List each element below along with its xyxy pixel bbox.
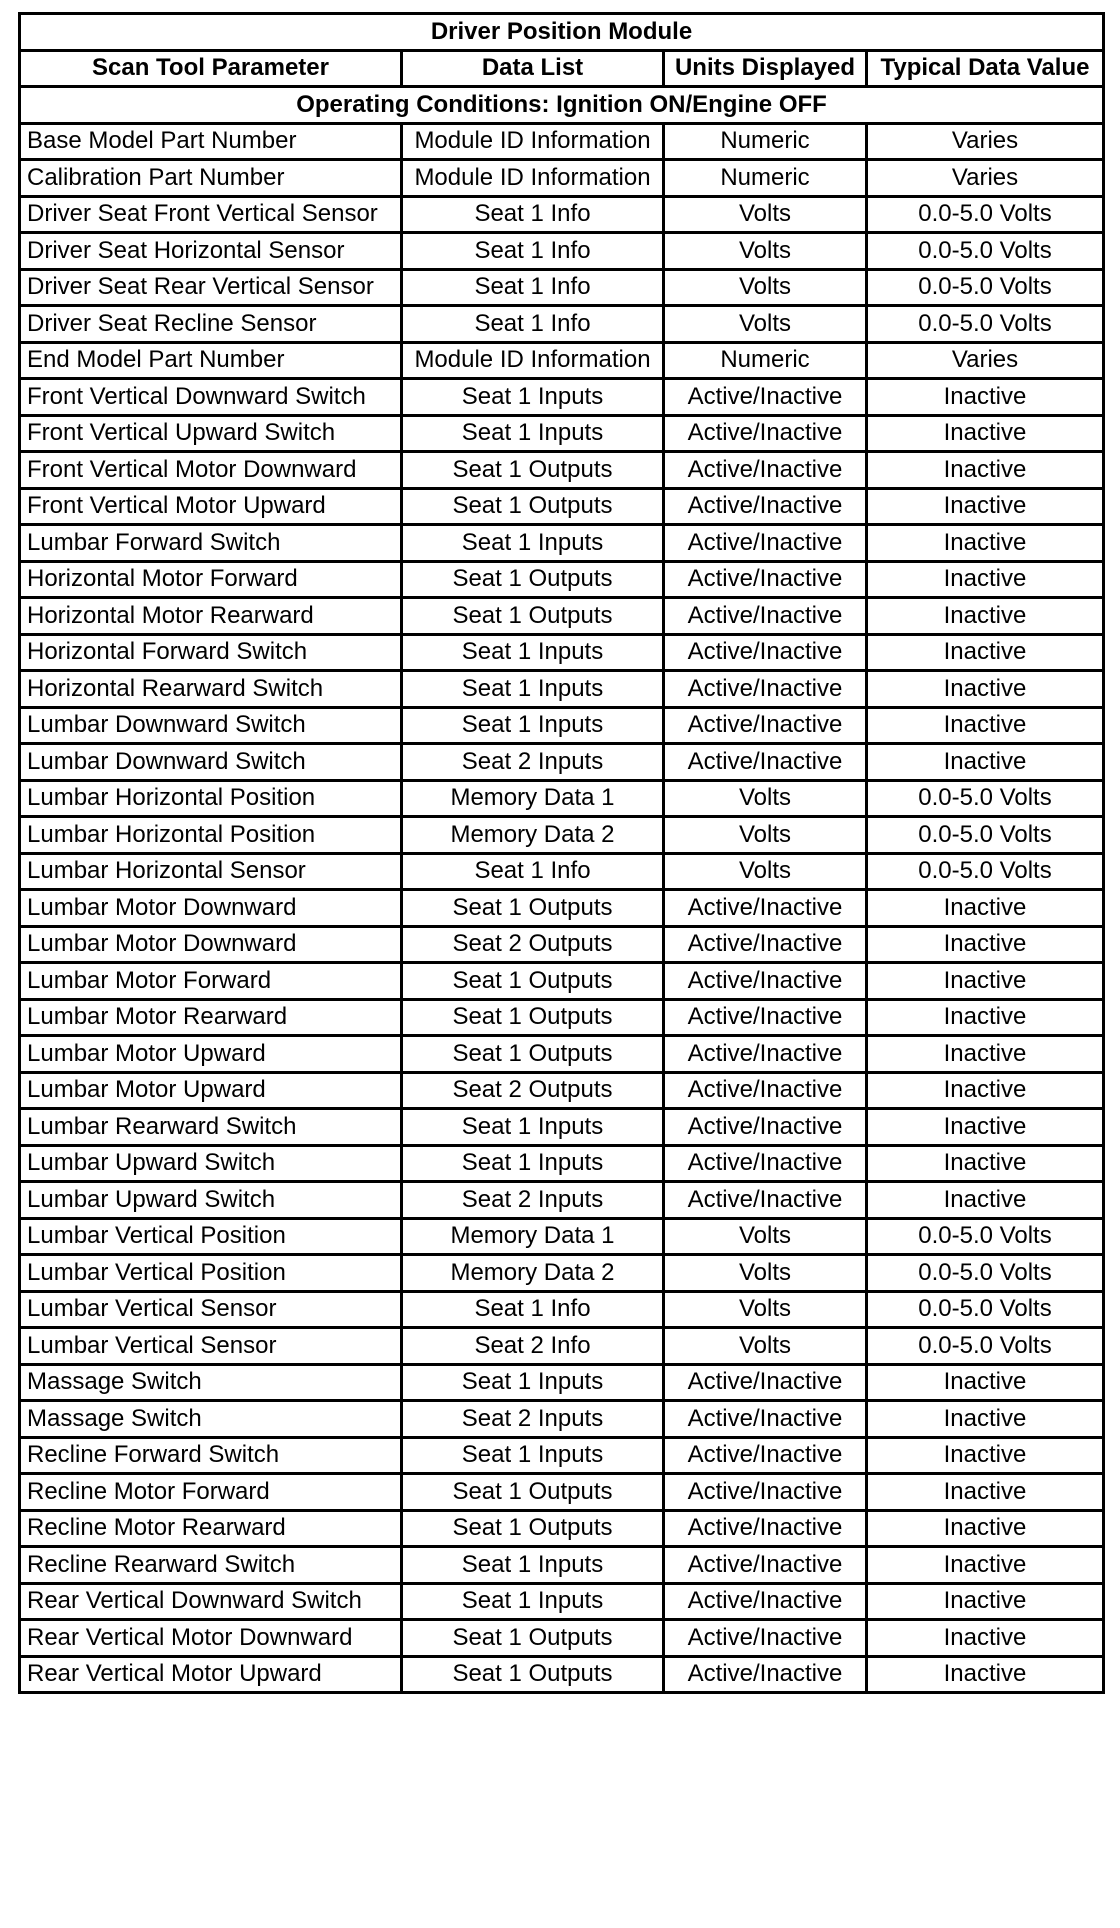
cell-units-displayed: Active/Inactive (664, 1182, 867, 1219)
cell-scan-tool-parameter: Calibration Part Number (20, 160, 402, 197)
cell-scan-tool-parameter: Horizontal Motor Forward (20, 561, 402, 598)
cell-scan-tool-parameter: Lumbar Motor Rearward (20, 999, 402, 1036)
table-row (20, 1145, 1104, 1182)
cell-data-list: Memory Data 1 (402, 780, 664, 817)
cell-scan-tool-parameter: Front Vertical Downward Switch (20, 379, 402, 416)
cell-units-displayed: Volts (664, 853, 867, 890)
cell-data-list: Seat 1 Inputs (402, 1145, 664, 1182)
table-row (20, 1291, 1104, 1328)
cell-scan-tool-parameter: Lumbar Downward Switch (20, 707, 402, 744)
cell-typical-data-value: Inactive (867, 598, 1104, 635)
cell-data-list: Seat 1 Inputs (402, 525, 664, 562)
table-row (20, 379, 1104, 416)
cell-scan-tool-parameter: Driver Seat Recline Sensor (20, 306, 402, 343)
cell-scan-tool-parameter: Recline Rearward Switch (20, 1547, 402, 1584)
cell-typical-data-value: Inactive (867, 1036, 1104, 1073)
cell-units-displayed: Volts (664, 269, 867, 306)
cell-data-list: Memory Data 2 (402, 817, 664, 854)
table-row (20, 1583, 1104, 1620)
cell-data-list: Module ID Information (402, 342, 664, 379)
cell-typical-data-value: Inactive (867, 999, 1104, 1036)
cell-scan-tool-parameter: Base Model Part Number (20, 123, 402, 160)
table-row (20, 1109, 1104, 1146)
cell-typical-data-value: Inactive (867, 1474, 1104, 1511)
cell-typical-data-value: 0.0-5.0 Volts (867, 1218, 1104, 1255)
table-row (20, 561, 1104, 598)
cell-typical-data-value: Inactive (867, 890, 1104, 927)
cell-units-displayed: Numeric (664, 123, 867, 160)
cell-data-list: Seat 2 Outputs (402, 926, 664, 963)
cell-scan-tool-parameter: Lumbar Upward Switch (20, 1145, 402, 1182)
cell-scan-tool-parameter: Massage Switch (20, 1364, 402, 1401)
cell-data-list: Seat 1 Outputs (402, 1036, 664, 1073)
cell-units-displayed: Active/Inactive (664, 452, 867, 489)
cell-data-list: Seat 1 Outputs (402, 452, 664, 489)
cell-typical-data-value: Varies (867, 123, 1104, 160)
cell-typical-data-value: 0.0-5.0 Volts (867, 817, 1104, 854)
cell-units-displayed: Active/Inactive (664, 1656, 867, 1693)
cell-data-list: Seat 1 Inputs (402, 379, 664, 416)
table-title: Driver Position Module (20, 14, 1104, 51)
cell-data-list: Seat 1 Info (402, 196, 664, 233)
cell-units-displayed: Volts (664, 1218, 867, 1255)
cell-scan-tool-parameter: Front Vertical Upward Switch (20, 415, 402, 452)
cell-units-displayed: Active/Inactive (664, 926, 867, 963)
cell-typical-data-value: 0.0-5.0 Volts (867, 780, 1104, 817)
cell-typical-data-value: Inactive (867, 1510, 1104, 1547)
header-data-list: Data List (402, 50, 664, 87)
cell-scan-tool-parameter: Lumbar Motor Upward (20, 1036, 402, 1073)
cell-scan-tool-parameter: Horizontal Motor Rearward (20, 598, 402, 635)
cell-units-displayed: Active/Inactive (664, 890, 867, 927)
cell-units-displayed: Volts (664, 1255, 867, 1292)
cell-data-list: Seat 1 Inputs (402, 1547, 664, 1584)
cell-units-displayed: Active/Inactive (664, 1547, 867, 1584)
cell-scan-tool-parameter: Lumbar Forward Switch (20, 525, 402, 562)
cell-scan-tool-parameter: Lumbar Vertical Position (20, 1255, 402, 1292)
cell-typical-data-value: Inactive (867, 963, 1104, 1000)
cell-units-displayed: Active/Inactive (664, 561, 867, 598)
table-row (20, 1437, 1104, 1474)
table-row (20, 196, 1104, 233)
cell-typical-data-value: Inactive (867, 525, 1104, 562)
header-typical-data-value: Typical Data Value (867, 50, 1104, 87)
cell-data-list: Seat 1 Outputs (402, 1510, 664, 1547)
cell-units-displayed: Active/Inactive (664, 1364, 867, 1401)
cell-data-list: Seat 1 Outputs (402, 999, 664, 1036)
cell-data-list: Seat 1 Info (402, 306, 664, 343)
table-row (20, 926, 1104, 963)
header-units-displayed: Units Displayed (664, 50, 867, 87)
table-row (20, 1255, 1104, 1292)
cell-data-list: Seat 1 Outputs (402, 890, 664, 927)
cell-data-list: Seat 1 Inputs (402, 415, 664, 452)
table-row (20, 1547, 1104, 1584)
column-header-row (20, 50, 1104, 87)
cell-typical-data-value: Inactive (867, 379, 1104, 416)
cell-typical-data-value: 0.0-5.0 Volts (867, 1255, 1104, 1292)
cell-data-list: Seat 1 Outputs (402, 1474, 664, 1511)
cell-typical-data-value: Inactive (867, 1547, 1104, 1584)
table-row (20, 306, 1104, 343)
table-row (20, 1072, 1104, 1109)
cell-data-list: Memory Data 1 (402, 1218, 664, 1255)
table-row (20, 1328, 1104, 1365)
cell-typical-data-value: 0.0-5.0 Volts (867, 306, 1104, 343)
table-row (20, 452, 1104, 489)
table-row (20, 634, 1104, 671)
cell-scan-tool-parameter: Lumbar Vertical Sensor (20, 1328, 402, 1365)
cell-data-list: Seat 1 Inputs (402, 1364, 664, 1401)
cell-typical-data-value: Varies (867, 160, 1104, 197)
cell-units-displayed: Active/Inactive (664, 671, 867, 708)
header-scan-tool-parameter: Scan Tool Parameter (20, 50, 402, 87)
table-row (20, 1401, 1104, 1438)
cell-units-displayed: Active/Inactive (664, 598, 867, 635)
cell-typical-data-value: Inactive (867, 926, 1104, 963)
table-row (20, 817, 1104, 854)
cell-typical-data-value: Inactive (867, 1182, 1104, 1219)
cell-scan-tool-parameter: Massage Switch (20, 1401, 402, 1438)
cell-units-displayed: Active/Inactive (664, 1620, 867, 1657)
cell-data-list: Seat 1 Info (402, 853, 664, 890)
cell-scan-tool-parameter: Lumbar Motor Forward (20, 963, 402, 1000)
cell-units-displayed: Active/Inactive (664, 488, 867, 525)
cell-data-list: Seat 1 Outputs (402, 561, 664, 598)
cell-scan-tool-parameter: Rear Vertical Motor Upward (20, 1656, 402, 1693)
cell-typical-data-value: Inactive (867, 1437, 1104, 1474)
cell-data-list: Seat 2 Info (402, 1328, 664, 1365)
cell-typical-data-value: Inactive (867, 1656, 1104, 1693)
cell-units-displayed: Active/Inactive (664, 525, 867, 562)
table-row (20, 233, 1104, 270)
cell-data-list: Seat 1 Info (402, 233, 664, 270)
table-row (20, 160, 1104, 197)
operating-conditions-row (20, 87, 1104, 124)
cell-scan-tool-parameter: Driver Seat Horizontal Sensor (20, 233, 402, 270)
table-row (20, 342, 1104, 379)
cell-scan-tool-parameter: Lumbar Horizontal Position (20, 780, 402, 817)
cell-typical-data-value: 0.0-5.0 Volts (867, 853, 1104, 890)
cell-typical-data-value: 0.0-5.0 Volts (867, 1328, 1104, 1365)
table-row (20, 1474, 1104, 1511)
cell-typical-data-value: Varies (867, 342, 1104, 379)
cell-typical-data-value: Inactive (867, 415, 1104, 452)
cell-data-list: Seat 1 Outputs (402, 1656, 664, 1693)
cell-units-displayed: Volts (664, 1328, 867, 1365)
cell-scan-tool-parameter: Lumbar Vertical Sensor (20, 1291, 402, 1328)
cell-units-displayed: Numeric (664, 342, 867, 379)
cell-typical-data-value: Inactive (867, 707, 1104, 744)
table-row (20, 415, 1104, 452)
cell-typical-data-value: 0.0-5.0 Volts (867, 196, 1104, 233)
table-row (20, 1510, 1104, 1547)
cell-units-displayed: Active/Inactive (664, 1036, 867, 1073)
cell-typical-data-value: 0.0-5.0 Volts (867, 269, 1104, 306)
driver-position-module-table (18, 12, 1105, 1694)
cell-typical-data-value: Inactive (867, 452, 1104, 489)
table-row (20, 744, 1104, 781)
cell-data-list: Module ID Information (402, 123, 664, 160)
cell-typical-data-value: Inactive (867, 1364, 1104, 1401)
cell-data-list: Seat 1 Info (402, 1291, 664, 1328)
table-row (20, 853, 1104, 890)
cell-scan-tool-parameter: Lumbar Rearward Switch (20, 1109, 402, 1146)
cell-scan-tool-parameter: Recline Motor Rearward (20, 1510, 402, 1547)
cell-scan-tool-parameter: Lumbar Motor Upward (20, 1072, 402, 1109)
cell-data-list: Memory Data 2 (402, 1255, 664, 1292)
cell-typical-data-value: Inactive (867, 1072, 1104, 1109)
cell-scan-tool-parameter: Front Vertical Motor Upward (20, 488, 402, 525)
cell-scan-tool-parameter: Horizontal Forward Switch (20, 634, 402, 671)
table-row (20, 707, 1104, 744)
data-table-container (18, 12, 1102, 1694)
table-title-row (20, 14, 1104, 51)
cell-scan-tool-parameter: Rear Vertical Downward Switch (20, 1583, 402, 1620)
cell-units-displayed: Active/Inactive (664, 1109, 867, 1146)
cell-data-list: Seat 1 Inputs (402, 671, 664, 708)
cell-units-displayed: Active/Inactive (664, 379, 867, 416)
cell-typical-data-value: 0.0-5.0 Volts (867, 233, 1104, 270)
cell-data-list: Seat 2 Inputs (402, 1401, 664, 1438)
cell-units-displayed: Volts (664, 196, 867, 233)
cell-scan-tool-parameter: Driver Seat Rear Vertical Sensor (20, 269, 402, 306)
cell-typical-data-value: Inactive (867, 1109, 1104, 1146)
cell-typical-data-value: Inactive (867, 671, 1104, 708)
table-row (20, 1656, 1104, 1693)
cell-data-list: Seat 1 Inputs (402, 1583, 664, 1620)
cell-scan-tool-parameter: Recline Forward Switch (20, 1437, 402, 1474)
cell-units-displayed: Volts (664, 817, 867, 854)
operating-conditions: Operating Conditions: Ignition ON/Engine OFF (20, 87, 1104, 124)
table-row (20, 780, 1104, 817)
cell-data-list: Seat 1 Outputs (402, 598, 664, 635)
cell-scan-tool-parameter: Lumbar Downward Switch (20, 744, 402, 781)
cell-units-displayed: Active/Inactive (664, 415, 867, 452)
cell-data-list: Seat 2 Outputs (402, 1072, 664, 1109)
table-row (20, 1620, 1104, 1657)
cell-data-list: Seat 1 Inputs (402, 1437, 664, 1474)
cell-units-displayed: Active/Inactive (664, 1583, 867, 1620)
table-body (20, 123, 1104, 1693)
cell-typical-data-value: Inactive (867, 488, 1104, 525)
cell-units-displayed: Active/Inactive (664, 634, 867, 671)
cell-typical-data-value: 0.0-5.0 Volts (867, 1291, 1104, 1328)
cell-scan-tool-parameter: Recline Motor Forward (20, 1474, 402, 1511)
cell-data-list: Seat 1 Info (402, 269, 664, 306)
cell-units-displayed: Active/Inactive (664, 963, 867, 1000)
cell-units-displayed: Volts (664, 306, 867, 343)
table-row (20, 1036, 1104, 1073)
cell-typical-data-value: Inactive (867, 561, 1104, 598)
cell-data-list: Seat 1 Inputs (402, 1109, 664, 1146)
cell-typical-data-value: Inactive (867, 634, 1104, 671)
table-row (20, 963, 1104, 1000)
cell-data-list: Seat 1 Inputs (402, 634, 664, 671)
table-row (20, 1182, 1104, 1219)
table-row (20, 1364, 1104, 1401)
cell-scan-tool-parameter: Lumbar Horizontal Position (20, 817, 402, 854)
cell-units-displayed: Active/Inactive (664, 1510, 867, 1547)
table-row (20, 671, 1104, 708)
cell-typical-data-value: Inactive (867, 1401, 1104, 1438)
cell-units-displayed: Volts (664, 780, 867, 817)
cell-data-list: Seat 1 Outputs (402, 488, 664, 525)
cell-units-displayed: Active/Inactive (664, 707, 867, 744)
table-row (20, 525, 1104, 562)
cell-data-list: Module ID Information (402, 160, 664, 197)
cell-units-displayed: Active/Inactive (664, 1072, 867, 1109)
cell-scan-tool-parameter: Lumbar Horizontal Sensor (20, 853, 402, 890)
table-row (20, 890, 1104, 927)
cell-scan-tool-parameter: Rear Vertical Motor Downward (20, 1620, 402, 1657)
table-row (20, 269, 1104, 306)
cell-data-list: Seat 2 Inputs (402, 744, 664, 781)
cell-typical-data-value: Inactive (867, 744, 1104, 781)
table-row (20, 488, 1104, 525)
cell-scan-tool-parameter: Driver Seat Front Vertical Sensor (20, 196, 402, 233)
cell-units-displayed: Active/Inactive (664, 1474, 867, 1511)
cell-units-displayed: Volts (664, 1291, 867, 1328)
cell-scan-tool-parameter: End Model Part Number (20, 342, 402, 379)
cell-scan-tool-parameter: Lumbar Motor Downward (20, 890, 402, 927)
table-row (20, 598, 1104, 635)
cell-units-displayed: Active/Inactive (664, 1145, 867, 1182)
cell-units-displayed: Numeric (664, 160, 867, 197)
cell-data-list: Seat 1 Outputs (402, 963, 664, 1000)
cell-units-displayed: Volts (664, 233, 867, 270)
cell-typical-data-value: Inactive (867, 1145, 1104, 1182)
cell-scan-tool-parameter: Lumbar Motor Downward (20, 926, 402, 963)
cell-data-list: Seat 1 Outputs (402, 1620, 664, 1657)
cell-scan-tool-parameter: Lumbar Upward Switch (20, 1182, 402, 1219)
cell-units-displayed: Active/Inactive (664, 744, 867, 781)
cell-scan-tool-parameter: Front Vertical Motor Downward (20, 452, 402, 489)
cell-typical-data-value: Inactive (867, 1583, 1104, 1620)
cell-data-list: Seat 2 Inputs (402, 1182, 664, 1219)
table-row (20, 999, 1104, 1036)
cell-scan-tool-parameter: Lumbar Vertical Position (20, 1218, 402, 1255)
cell-units-displayed: Active/Inactive (664, 999, 867, 1036)
cell-data-list: Seat 1 Inputs (402, 707, 664, 744)
table-row (20, 1218, 1104, 1255)
cell-typical-data-value: Inactive (867, 1620, 1104, 1657)
cell-units-displayed: Active/Inactive (664, 1401, 867, 1438)
table-row (20, 123, 1104, 160)
cell-units-displayed: Active/Inactive (664, 1437, 867, 1474)
cell-scan-tool-parameter: Horizontal Rearward Switch (20, 671, 402, 708)
